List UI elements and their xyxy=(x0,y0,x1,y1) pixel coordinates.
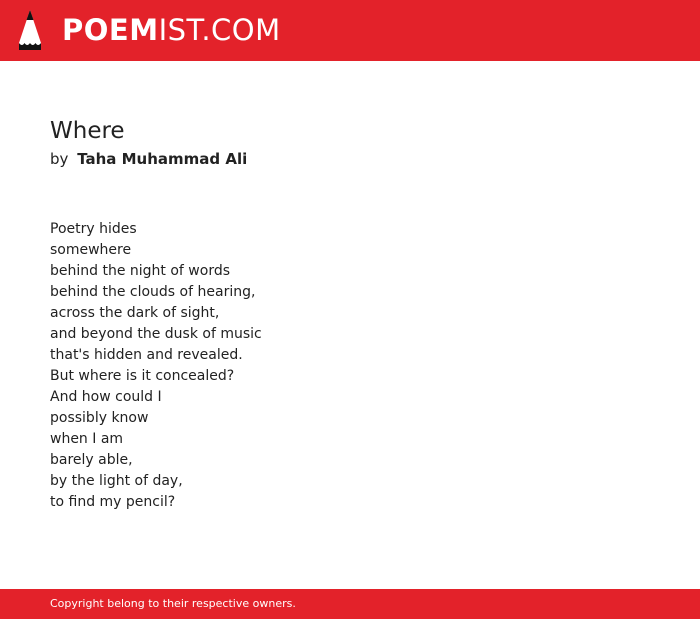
poem-line: But where is it concealed? xyxy=(50,368,235,384)
poem-line: And how could I xyxy=(50,389,162,405)
poem-line: barely able, xyxy=(50,452,133,468)
copyright-notice: Copyright belong to their respective owners. xyxy=(50,597,296,610)
poem-line: that's hidden and revealed. xyxy=(50,347,243,363)
poem-line: to find my pencil? xyxy=(50,494,176,510)
logo-bold-part: POEM xyxy=(62,13,159,47)
poem-byline xyxy=(50,148,247,170)
site-footer xyxy=(0,589,700,619)
poem-line: by the light of day, xyxy=(50,473,183,489)
poem-line: behind the clouds of hearing, xyxy=(50,284,256,300)
pencil-tip-icon xyxy=(18,9,42,51)
poem-line: Poetry hides xyxy=(50,221,137,237)
poem-line: somewhere xyxy=(50,242,132,258)
site-logo-link[interactable] xyxy=(18,9,281,51)
poem-line: and beyond the dusk of music xyxy=(50,326,262,342)
byline-by-label: by xyxy=(50,150,69,168)
poem-line: when I am xyxy=(50,431,124,447)
poem-line: across the dark of sight, xyxy=(50,305,220,321)
poem-line: possibly know xyxy=(50,410,149,426)
logo-light-part: IST.COM xyxy=(158,13,281,47)
poem-body xyxy=(50,219,262,513)
poem-line: behind the night of words xyxy=(50,263,231,279)
poem-title: Where xyxy=(50,118,125,144)
site-logo-text xyxy=(62,9,281,51)
author-link[interactable]: Taha Muhammad Ali xyxy=(77,150,248,168)
site-header xyxy=(0,0,700,61)
